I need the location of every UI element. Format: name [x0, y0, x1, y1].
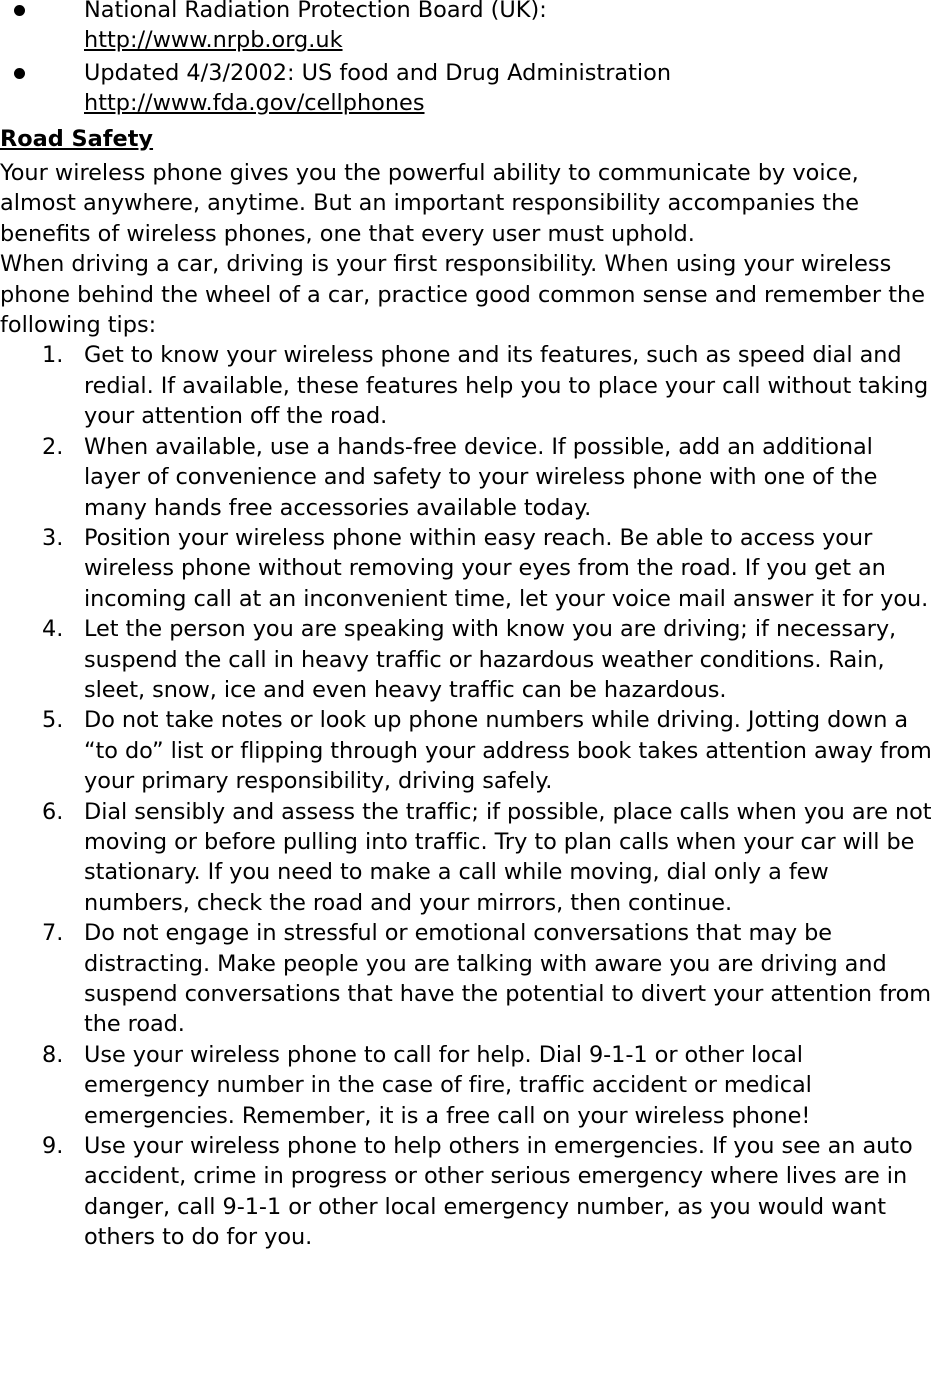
- tip-number: 5.: [42, 707, 64, 734]
- bullet-item-fda: [0, 58, 932, 119]
- bullet-item-nrpb: [0, 0, 932, 56]
- tip-item: [0, 918, 932, 1040]
- tip-text: Use your wireless phone to help others in emergencies. If you see an auto accident, crime in progress or other serious emergency where lives are in danger, call 9-1-1 or other local emergency number, as you would want others to do for you.: [84, 1133, 913, 1251]
- tip-item: [0, 797, 932, 919]
- tip-number: 4.: [42, 616, 64, 643]
- tip-text: Dial sensibly and assess the traffic; if possible, place calls when you are not moving or before pulling into traffic. Try to plan calls when your car will be stationary. If you need to make a call while moving, dial only a few numbers, check the road and your mirrors, then continue.: [84, 798, 932, 916]
- tip-item: [0, 1040, 932, 1131]
- tip-item: [0, 523, 932, 614]
- tip-item: [0, 432, 932, 523]
- tip-number: 8.: [42, 1041, 64, 1068]
- tip-number: 6.: [42, 798, 64, 825]
- tip-number: 3.: [42, 524, 64, 551]
- bullet-dot-icon: [14, 5, 25, 16]
- tip-number: 9.: [42, 1133, 64, 1160]
- tip-number: 1.: [42, 342, 64, 369]
- fda-link[interactable]: http://www.fda.gov/cellphones: [84, 90, 425, 117]
- tip-text: Let the person you are speaking with know you are driving; if necessary, suspend the call in heavy traffic or hazardous weather conditions. Rain, sleet, snow, ice and even heavy traffic can be hazardous.: [84, 616, 897, 703]
- tips-list: [0, 340, 932, 1252]
- reference-bullet-list: [0, 0, 932, 119]
- tip-number: 2.: [42, 433, 64, 460]
- section-title-road-safety: Road Safety: [0, 125, 154, 152]
- tip-item: [0, 1131, 932, 1253]
- intro-paragraph-2: When driving a car, driving is your first responsibility. When using your wireless phone behind the wheel of a car, practice good common sense and remember the following tips:: [0, 251, 925, 339]
- tip-text: Use your wireless phone to call for help. Dial 9-1-1 or other local emergency number in the case of fire, traffic accident or medical emergencies. Remember, it is a free call on your wireless phone!: [84, 1041, 812, 1129]
- nrpb-link[interactable]: http://www.nrpb.org.uk: [84, 27, 343, 54]
- tip-text: Get to know your wireless phone and its features, such as speed dial and redial. If available, these features help you to place your call without taking your attention off the road.: [84, 342, 929, 430]
- bullet-text: Updated 4/3/2002: US food and Drug Administration: [84, 59, 672, 86]
- tip-text: Do not take notes or look up phone numbers while driving. Jotting down a “to do” list or flipping through your address book takes attention away from your primary responsibility, driving safely.: [84, 707, 932, 795]
- tip-text: When available, use a hands-free device. If possible, add an additional layer of convenience and safety to your wireless phone with one of the many hands free accessories available today.: [84, 433, 878, 521]
- bullet-text: National Radiation Protection Board (UK):: [84, 0, 547, 23]
- tip-text: Position your wireless phone within easy reach. Be able to access your wireless phone without removing your eyes from the road. If you get an incoming call at an inconvenient time, let your voice mail answer it for you.: [84, 524, 929, 612]
- intro-paragraph-1: Your wireless phone gives you the powerful ability to communicate by voice, almost anywhere, anytime. But an important responsibility accompanies the benefits of wireless phones, one that every user must uphold.: [0, 160, 860, 247]
- tip-text: Do not engage in stressful or emotional conversations that may be distracting. Make people you are talking with aware you are driving and suspend conversations that have the potential to divert your attention from the road.: [84, 920, 931, 1038]
- tip-item: [0, 705, 932, 796]
- tip-number: 7.: [42, 920, 64, 947]
- bullet-dot-icon: [14, 68, 25, 79]
- tip-item: [0, 614, 932, 705]
- tip-item: [0, 340, 932, 431]
